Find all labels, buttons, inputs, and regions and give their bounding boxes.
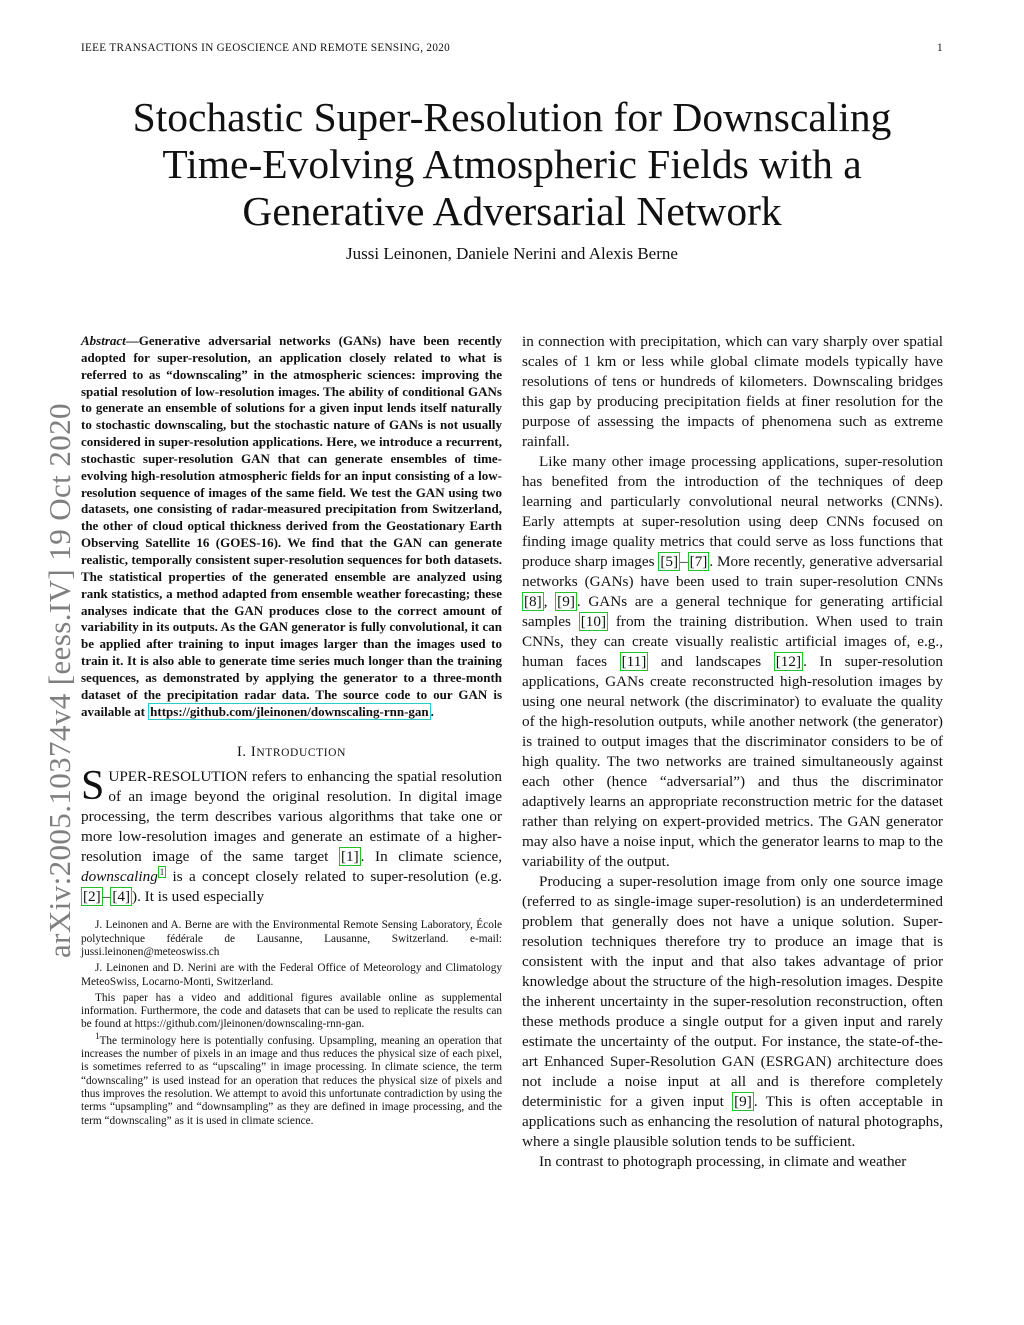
citation-link[interactable]: [9] xyxy=(557,593,575,610)
intro-text-4: ). It is used especially xyxy=(132,888,265,906)
abstract xyxy=(81,333,502,720)
footnote-mark: 1 xyxy=(95,1031,100,1042)
intro-text-1: refers to enhancing the spatial resolution of an image beyond the original resolution. In digital image processing, the term describes various algorithms that take one or more low-resolution images and generate an estimate of a higher-resolution image of the same target xyxy=(81,768,502,866)
paragraph-text: . GANs are a general technique for generating artificial samples xyxy=(522,593,943,630)
section-title-initial: I xyxy=(250,744,257,761)
citation-link[interactable]: [12] xyxy=(775,653,802,670)
paragraph: In contrast to photograph processing, in climate and weather xyxy=(539,1153,907,1170)
paragraph-text: Like many other image processing applications, super-resolution has benefited from the introduction of the techniques of deep learning and particularly convolutional neural networks (CNNs). Early attempts at super-resolution using deep CNNs focused on finding image quality metrics that could serve as loss functions that produce sharp images xyxy=(522,453,943,570)
terminology-footnote-text: The terminology here is potentially confusing. Upsampling, meaning an operation that increases the number of pixels in an image and thus reduces the physical size of each pixel, is sometimes referred to as “upscaling” in image processing. In climate science, the term “downscaling” is used instead for an operation that reduces the physical size of pixels and thus improves the resolution. We attempt to avoid this unfortunate contradiction by using the terms “upsampling” and “downsampling” as they are defined in image processing, and the term “downscaling” as it is used in climate science. xyxy=(81,1034,502,1127)
intro-text-3: is a concept closely related to super-resolution (e.g. xyxy=(166,868,502,886)
affiliation-note-2: J. Leinonen and D. Nerini are with the Federal Office of Meteorology and Climatology MeteoSwiss, Locarno-Monti, Switzerland. xyxy=(81,962,502,988)
right-column xyxy=(522,332,943,1172)
paragraph xyxy=(522,452,943,872)
citation-link[interactable]: [10] xyxy=(580,613,607,630)
terminology-footnote xyxy=(81,1031,502,1128)
section-number: I. xyxy=(237,744,247,761)
en-dash: – xyxy=(680,553,688,570)
abstract-end: . xyxy=(430,703,434,719)
arxiv-identifier[interactable]: arXiv:2005.10374v4 [eess.IV] 19 Oct 2020 xyxy=(42,403,77,958)
section-heading-introduction xyxy=(81,744,502,761)
affiliation-note-1: J. Leinonen and A. Berne are with the Environmental Remote Sensing Laboratory, École polytechnique fédérale de Lausanne, Lausanne, Switzerland. e-mail: jussi.leinonen@meteoswiss.ch xyxy=(81,919,502,958)
paragraph-text: . More recently, generative adversarial networks (GANs) have been used to train super-resolution CNNs xyxy=(522,553,943,590)
footnotes xyxy=(81,919,502,1127)
paragraph-text: . In super-resolution applications, GANs create reconstructed high-resolution images by using one neural network (the discriminator) to evaluate the quality of the high-resolution outputs, while another network (the generator) is trained to output images that the discriminator considers to be of high quality. The two networks are trained simultaneously against each other (hence “adversarial”) and thus the discriminator adaptively learns an appropriate reconstruction metric for the dataset rather than relying on expert-provided metrics. The GAN generator may also have a noise input, which the generator learns to map to the variability of the output. xyxy=(522,653,944,870)
intro-text-2: . In climate science, xyxy=(360,848,502,866)
abstract-label: Abstract xyxy=(81,333,126,348)
citation-link[interactable]: [2] xyxy=(83,888,101,906)
author-list: Jussi Leinonen, Daniele Nerini and Alexis Berne xyxy=(346,244,678,263)
citation-link[interactable]: [5] xyxy=(660,553,679,570)
running-head: IEEE TRANSACTIONS IN GEOSCIENCE AND REMOTE SENSING, 2020 xyxy=(81,42,450,54)
paragraph-text: Producing a super-resolution image from only one source image (referred to as single-image super-resolution) is an underdetermined problem that generally does not have a unique solution. Super-resolution techniques therefore try to produce an image that is consistent with the input and that also takes advantage of prior knowledge about the structure of the high-resolution images. Despite the inherent uncertainty in the super-resolution reconstruction, often these methods produce a single output for a given input and rarely estimate the uncertainty of the output. For instance, the state-of-the-art Enhanced Super-Resolution GAN (ESRGAN) architecture does not include a noise input at all and is therefore completely deterministic for a given input xyxy=(522,873,943,1110)
supplement-note: This paper has a video and additional figures available online as supplemental information. Furthermore, the code and datasets that can be used to replicate the results can be found at https://github.com/jleinonen/downscaling-rnn-gan. xyxy=(81,991,502,1031)
abstract-text: —Generative adversarial networks (GANs) have been recently adopted for super-resolution, an application closely related to what is referred to as “downscaling” in the atmospheric sciences: improving the spatial resolution of low-resolution images. The ability of conditional GANs to generate an ensemble of solutions for a given input lends itself naturally to stochastic downscaling, but the stochastic nature of GANs is not usually considered in super-resolution applications. Here, we introduce a recurrent, stochastic super-resolution GAN that can generate ensembles of time-evolving high-resolution atmospheric fields for an input consisting of a low-resolution sequence of images of the same field. We test the GAN using two datasets, one consisting of radar-measured precipitation from Switzerland, the other of cloud optical thickness derived from the Geostationary Earth Observing Satellite 16 (GOES-16). We find that the GAN can generate realistic, temporally consistent super-resolution sequences for both datasets. The statistical properties of the generated ensemble are analyzed using rank statistics, a method adapted from ensemble weather forecasting; these analyses indicate that the GAN produces close to the correct amount of variability in its outputs. As the GAN generator is fully convolutional, it can be applied after training to input images larger than the images used to train it. It is also able to generate time series much longer than the training sequences, as demonstrated by applying the generator to a three-month dataset of the precipitation radar data. The source code to our GAN is available at xyxy=(81,333,502,719)
page-number: 1 xyxy=(937,42,943,54)
paragraph-text: . This is often acceptable in applications such as enhancing the resolution of natural photographs, where a single plausible solution tends to be sufficient. xyxy=(522,1093,944,1150)
term-downscaling: downscaling xyxy=(81,868,158,886)
drop-cap: S xyxy=(81,763,105,810)
citation-link[interactable]: [7] xyxy=(689,553,708,570)
citation-link[interactable]: [1] xyxy=(340,848,359,866)
paper-title: Stochastic Super-Resolution for Downscaling Time-Evolving Atmospheric Fields with a Generative Adversarial Network xyxy=(132,94,892,234)
paragraph xyxy=(522,872,943,1152)
comma: , xyxy=(543,593,556,610)
intro-paragraph xyxy=(81,763,502,907)
section-title-rest: NTRODUCTION xyxy=(256,747,346,760)
intro-caps: UPER-RESOLUTION xyxy=(108,768,248,786)
source-code-link[interactable]: https://github.com/jleinonen/downscaling-rnn-gan xyxy=(150,703,429,719)
paragraph-text: and landscapes xyxy=(648,653,774,670)
citation-link[interactable]: [11] xyxy=(621,653,647,670)
left-column xyxy=(81,333,502,1131)
footnote-link[interactable]: 1 xyxy=(159,867,165,878)
paragraph-text: from the training distribution. When used to train CNNs, they can create visually realistic artificial images of, e.g., human faces xyxy=(522,613,943,670)
paragraph: in connection with precipitation, which can vary sharply over spatial scales of 1 km or less while global climate models typically have resolutions of tens or hundreds of kilometers. Downscaling bridges this gap by producing precipitation fields at finer resolution for the purpose of assessing the impacts of phenomena such as extreme rainfall. xyxy=(522,333,943,450)
citation-link[interactable]: [8] xyxy=(524,593,542,610)
en-dash: – xyxy=(102,888,111,906)
citation-link[interactable]: [4] xyxy=(112,888,131,906)
citation-link[interactable]: [9] xyxy=(734,1093,752,1110)
